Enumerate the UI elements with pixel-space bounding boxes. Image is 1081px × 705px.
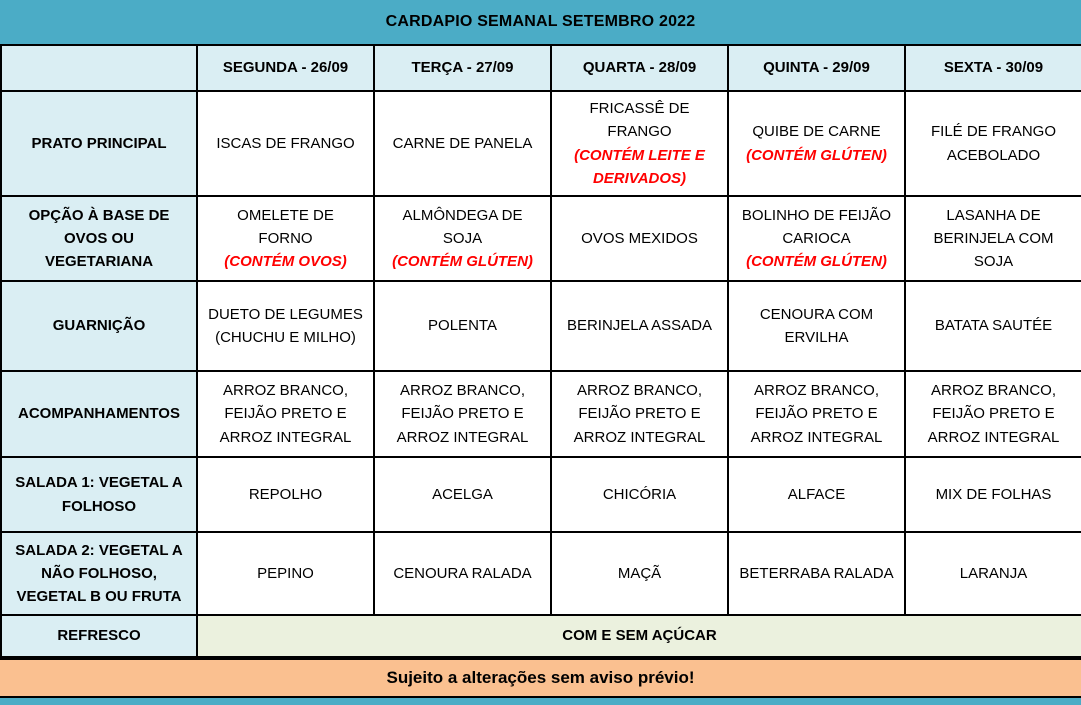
menu-cell bbox=[374, 196, 551, 281]
menu-cell bbox=[374, 532, 551, 615]
dish-name: BOLINHO DE FEIJÃO CARIOCA bbox=[741, 206, 892, 247]
menu-cell bbox=[197, 457, 374, 532]
menu-cell bbox=[374, 457, 551, 532]
dish-name: ACELGA bbox=[432, 485, 493, 503]
dish-name: OVOS MEXIDOS bbox=[581, 229, 698, 247]
menu-cell bbox=[905, 371, 1081, 457]
dish-name: POLENTA bbox=[428, 317, 497, 335]
footer-note: Sujeito a alterações sem aviso prévio! bbox=[386, 668, 695, 687]
menu-cell bbox=[905, 457, 1081, 532]
menu-cell bbox=[551, 281, 728, 371]
dish-name: LASANHA DE BERINJELA COM SOJA bbox=[933, 206, 1054, 271]
menu-cell bbox=[905, 196, 1081, 281]
dish-name: CHICÓRIA bbox=[602, 485, 677, 503]
table-row bbox=[1, 196, 1081, 281]
allergen-note: (CONTÉM GLÚTEN) bbox=[392, 253, 533, 271]
dish-name: ALFACE bbox=[787, 485, 846, 503]
row-label-guarnicao: GUARNIÇÃO bbox=[1, 281, 197, 371]
menu-cell bbox=[197, 281, 374, 371]
menu-cell bbox=[374, 371, 551, 457]
menu-cell bbox=[728, 457, 905, 532]
page-title: CARDAPIO SEMANAL SETEMBRO 2022 bbox=[385, 13, 696, 30]
dish-name: DUETO DE LEGUMES (CHUCHU E MILHO) bbox=[208, 305, 363, 346]
dish-name: BERINJELA ASSADA bbox=[566, 317, 713, 335]
menu-cell bbox=[728, 91, 905, 196]
menu-cell bbox=[197, 91, 374, 196]
menu-cell bbox=[551, 91, 728, 196]
table-row bbox=[1, 457, 1081, 532]
dish-name: FRICASSÊ DE FRANGO bbox=[589, 100, 690, 141]
dish-name: BETERRABA RALADA bbox=[739, 564, 894, 582]
dish-name: ARROZ BRANCO, FEIJÃO PRETO E ARROZ INTEGRAL bbox=[396, 382, 529, 446]
dish-name: ALMÔNDEGA DE SOJA bbox=[402, 206, 523, 247]
bottom-strip bbox=[0, 698, 1081, 705]
allergen-note: (CONTÉM GLÚTEN) bbox=[746, 146, 887, 164]
refresco-value: COM E SEM AÇÚCAR bbox=[197, 615, 1081, 657]
menu-cell bbox=[728, 196, 905, 281]
dish-name: OMELETE DE FORNO bbox=[237, 206, 334, 247]
dish-name: CENOURA RALADA bbox=[393, 564, 532, 582]
dish-name: FILÉ DE FRANGO ACEBOLADO bbox=[930, 123, 1057, 164]
dish-name: CARNE DE PANELA bbox=[392, 134, 533, 152]
allergen-note: (CONTÉM OVOS) bbox=[224, 253, 347, 271]
dish-name: ARROZ BRANCO, FEIJÃO PRETO E ARROZ INTEGRAL bbox=[927, 382, 1060, 446]
dish-name: ARROZ BRANCO, FEIJÃO PRETO E ARROZ INTEGRAL bbox=[219, 382, 352, 446]
table-row bbox=[1, 371, 1081, 457]
row-label-salada-1: SALADA 1: VEGETAL A FOLHOSO bbox=[1, 457, 197, 532]
allergen-note: (CONTÉM GLÚTEN) bbox=[746, 253, 887, 271]
dish-name: BATATA SAUTÉE bbox=[934, 317, 1053, 335]
dish-name: CENOURA COM ERVILHA bbox=[759, 305, 874, 346]
menu-cell bbox=[197, 371, 374, 457]
day-header-tuesday: TERÇA - 27/09 bbox=[374, 45, 551, 91]
row-label-acompanhamentos: ACOMPANHAMENTOS bbox=[1, 371, 197, 457]
day-header-friday: SEXTA - 30/09 bbox=[905, 45, 1081, 91]
row-label-refresco: REFRESCO bbox=[1, 615, 197, 657]
row-label-opcao-vegetariana: OPÇÃO À BASE DE OVOS OU VEGETARIANA bbox=[1, 196, 197, 281]
day-header-thursday: QUINTA - 29/09 bbox=[728, 45, 905, 91]
table-row bbox=[1, 281, 1081, 371]
refresco-row bbox=[1, 615, 1081, 657]
day-header-wednesday: QUARTA - 28/09 bbox=[551, 45, 728, 91]
menu-cell bbox=[728, 371, 905, 457]
row-label-prato-principal: PRATO PRINCIPAL bbox=[1, 91, 197, 196]
dish-name: ARROZ BRANCO, FEIJÃO PRETO E ARROZ INTEGRAL bbox=[573, 382, 706, 446]
menu-cell bbox=[728, 532, 905, 615]
dish-name: REPOLHO bbox=[248, 485, 323, 503]
dish-name: MIX DE FOLHAS bbox=[935, 485, 1052, 503]
dish-name: MAÇÃ bbox=[617, 564, 662, 582]
day-header-row bbox=[1, 45, 1081, 91]
menu-cell bbox=[197, 532, 374, 615]
menu-cell bbox=[905, 532, 1081, 615]
allergen-note: (CONTÉM LEITE E DERIVADOS) bbox=[574, 146, 705, 187]
corner-cell bbox=[1, 45, 197, 91]
menu-cell bbox=[374, 91, 551, 196]
menu-cell bbox=[551, 196, 728, 281]
row-label-salada-2: SALADA 2: VEGETAL A NÃO FOLHOSO, VEGETAL B OU FRUTA bbox=[1, 532, 197, 615]
dish-name: LARANJA bbox=[959, 564, 1028, 582]
menu-cell bbox=[551, 532, 728, 615]
title-bar bbox=[0, 0, 1081, 44]
menu-cell bbox=[551, 457, 728, 532]
menu-cell bbox=[197, 196, 374, 281]
dish-name: PEPINO bbox=[257, 564, 314, 582]
menu-cell bbox=[551, 371, 728, 457]
dish-name: QUIBE DE CARNE bbox=[752, 123, 881, 141]
menu-cell bbox=[905, 281, 1081, 371]
dish-name: ISCAS DE FRANGO bbox=[216, 134, 355, 152]
menu-cell bbox=[905, 91, 1081, 196]
day-header-monday: SEGUNDA - 26/09 bbox=[197, 45, 374, 91]
menu-cell bbox=[728, 281, 905, 371]
table-row bbox=[1, 91, 1081, 196]
footer-bar bbox=[0, 658, 1081, 698]
table-row bbox=[1, 532, 1081, 615]
dish-name: ARROZ BRANCO, FEIJÃO PRETO E ARROZ INTEGRAL bbox=[750, 382, 883, 446]
menu-cell bbox=[374, 281, 551, 371]
menu-table bbox=[0, 44, 1081, 658]
